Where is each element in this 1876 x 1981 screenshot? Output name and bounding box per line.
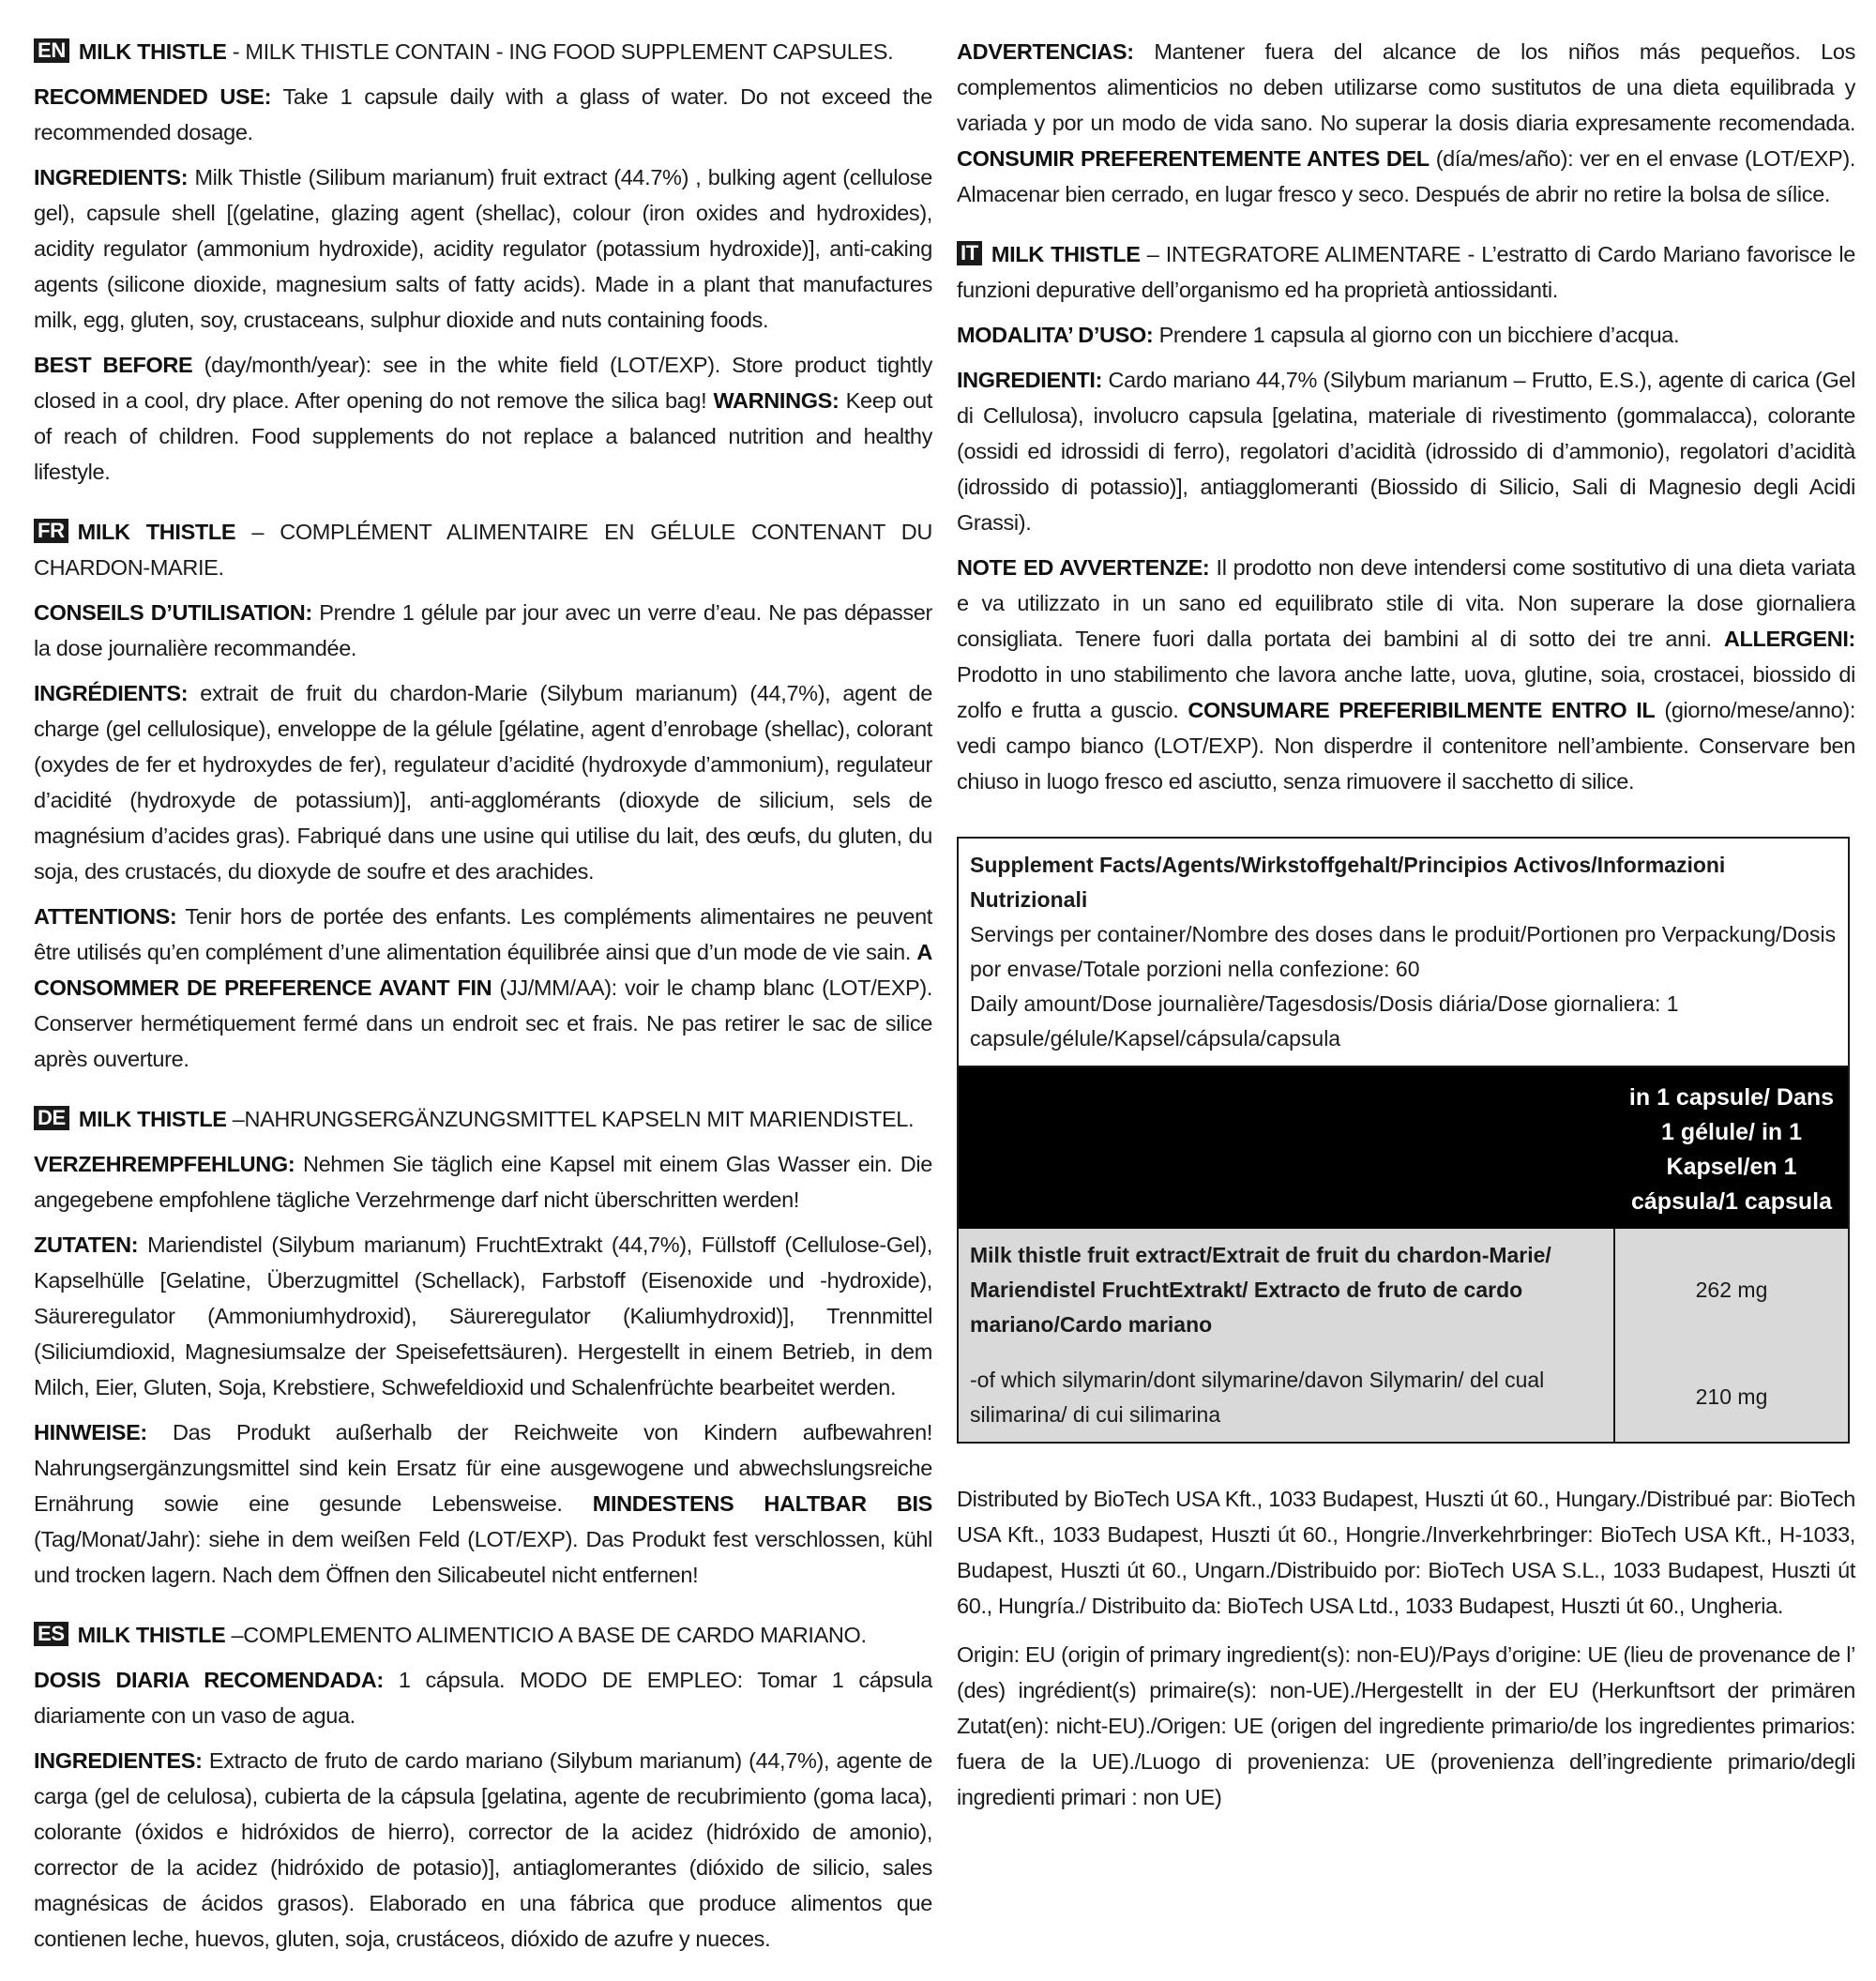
it-note-label: NOTE ED AVVERTENZE: bbox=[957, 555, 1210, 580]
en-title-line bbox=[34, 34, 932, 69]
es-best-label: CONSUMIR PREFERENTEMENTE ANTES DEL bbox=[957, 146, 1430, 171]
es-subtitle: –COMPLEMENTO ALIMENTICIO A BASE DE CARDO MARIANO. bbox=[225, 1623, 867, 1647]
de-use bbox=[34, 1146, 932, 1217]
fr-att-label: ATTENTIONS: bbox=[34, 904, 177, 929]
section-en bbox=[34, 34, 932, 490]
en-use-text: Take 1 capsule daily with a glass of water. Do not exceed the recommended dosage. bbox=[34, 84, 932, 144]
it-best-label: CONSUMARE PREFERIBILMENTE ENTRO IL bbox=[1188, 698, 1656, 722]
fr-use bbox=[34, 595, 932, 666]
left-column bbox=[34, 34, 932, 1981]
fr-use-label: CONSEILS D’UTILISATION: bbox=[34, 600, 312, 625]
fr-att-text: Tenir hors de portée des enfants. Les compléments alimentaires ne peuvent être utilisés qu’en complément d’une alimentation équilibrée ainsi que d’un mode de vie sain. bbox=[34, 904, 932, 964]
it-note-text: Il prodotto non deve intendersi come sostitutivo di una dieta variata e va utilizzato in un sano ed equilibrato stile di vita. Non superare la dose giornaliera consigliata. Tenere fuori dalla portata dei bambini al di sotto dei tre anni. bbox=[957, 555, 1855, 651]
de-hin-label: HINWEISE: bbox=[34, 1420, 147, 1444]
en-ingr-text: Milk Thistle (Silibum marianum) fruit extract (44.7%) , bulking agent (cellulose gel), capsule shell [(gelatine, glazing agent (shellac), colour (iron oxides and hydroxides), acidity regulator (ammonium hydroxide), acidity regulator (potassium hydroxide)], anti-caking agents (silicone dioxide, magnesium salts of fatty acids). Made in a plant that manufactures milk, egg, gluten, soy, crustaceans, sulphur dioxide and nuts containing foods. bbox=[34, 165, 932, 332]
section-de bbox=[34, 1101, 932, 1593]
facts-row-extract-name-cell bbox=[959, 1229, 1613, 1352]
it-use-label: MODALITA’ D’USO: bbox=[957, 323, 1154, 347]
facts-row-silymarin-name: -of which silymarin/dont silymarine/davon Silymarin/ del cual silimarina/ di cui silimarina bbox=[970, 1368, 1545, 1427]
de-ingr-text: Mariendistel (Silybum marianum) FruchtExtrakt (44,7%), Füllstoff (Cellulose-Gel), Kapselhülle [Gelatine, Überzugmittel (Schellack), Farbstoff (Eisenoxide und -hydroxide), Säureregulator (Ammoniumhydroxid), Säureregulator (Kaliumhydroxid)], Trennmittel (Siliciumdioxid, Magnesiumsalze der Speisefettsäuren). Hergestellt in einem Betrieb, in dem Milch, Eier, Gluten, Soja, Krebstiere, Schwefeldioxid und Schalenfrüchte bearbeitet werden. bbox=[34, 1232, 932, 1399]
de-best-text: (Tag/Monat/Jahr): siehe in dem weißen Feld (LOT/EXP). Das Produkt fest verschlossen, kühl und trocken lagern. Nach dem Öffnen den Silicabeutel nicht entfernen! bbox=[34, 1527, 932, 1587]
origin-text: Origin: EU (origin of primary ingredient(s): non-EU)/Pays d’origine: UE (lieu de provenance de l’ (des) ingrédient(s) primaire(s): non-UE)./Hergestellt in der EU (Herkunftsort der primären Zutat(en): nicht-EU)./Origen: UE (origen del ingrediente primario/de los ingredientes primarios: fuera de la UE)./Luogo di provenienza: UE (provenienza dell’ingrediente primario/degli ingredienti primari : non UE) bbox=[957, 1642, 1855, 1809]
lang-badge-fr: FR bbox=[34, 519, 68, 543]
it-subtitle: – INTEGRATORE ALIMENTARE - L’estratto di Cardo Mariano favorisce le funzioni depurative dell’organismo ed ha proprietà antiossidanti. bbox=[957, 242, 1855, 302]
en-best-label: BEST BEFORE bbox=[34, 353, 193, 377]
de-best-label: MINDESTENS HALTBAR BIS bbox=[592, 1491, 932, 1516]
es-use-text: 1 cápsula. MODO DE EMPLEO: Tomar 1 cápsula diariamente con un vaso de agua. bbox=[34, 1668, 932, 1728]
it-use bbox=[957, 317, 1855, 353]
de-ingredients bbox=[34, 1227, 932, 1405]
en-ingredients bbox=[34, 159, 932, 338]
section-it bbox=[957, 236, 1855, 799]
de-hinweise bbox=[34, 1414, 932, 1593]
it-ingr-label: INGREDIENTI: bbox=[957, 368, 1103, 392]
facts-servings: Servings per container/Nombre des doses dans le produit/Portionen pro Verpackung/Dosis por envase/Totale porzioni nella confezione: 60 bbox=[970, 922, 1837, 981]
section-es-cont bbox=[957, 34, 1855, 212]
de-subtitle: –NAHRUNGSERGÄNZUNGSMITTEL KAPSELN MIT MARIENDISTEL. bbox=[226, 1107, 915, 1131]
en-warn-text: Keep out of reach of children. Food supplements do not replace a balanced nutrition and healthy lifestyle. bbox=[34, 388, 932, 484]
it-title-line bbox=[957, 236, 1855, 308]
facts-row-extract-name: Milk thistle fruit extract/Extrait de fruit du chardon-Marie/ Mariendistel FruchtExtrakt/ Extracto de fruto de cardo mariano/Cardo mariano bbox=[970, 1243, 1551, 1337]
fr-ingr-text: extrait de fruit du chardon-Marie (Silybum marianum) (44,7%), agent de charge (gel cellulosique), enveloppe de la gélule [gélatine, agent d’enrobage (shellac), colorant (oxydes de fer et hydroxydes de fer), regulateur d’acidité (hydroxyde d’ammonium), regulateur d’acidité (hydroxyde de potassium)], anti-agglomérants (dioxyde de silicium, sels de magnésium d’acides gras). Fabriqué dans une usine qui utilise du lait, des œufs, du gluten, du soja, des crustacés, du dioxyde de soufre et des arachides. bbox=[34, 681, 932, 884]
fr-subtitle: – COMPLÉMENT ALIMENTAIRE EN GÉLULE CONTENANT DU CHARDON-MARIE. bbox=[34, 520, 932, 580]
it-ingredients bbox=[957, 362, 1855, 540]
en-warn-label: WARNINGS: bbox=[713, 388, 840, 413]
de-hin-text: Das Produkt außerhalb der Reichweite von Kindern aufbewahren! Nahrungsergänzungsmittel sind kein Ersatz für eine ausgewogene und abwechslungsreiche Ernährung sowie eine gesunde Lebensweise. bbox=[34, 1420, 932, 1516]
footer bbox=[957, 1481, 1855, 1815]
es-best-text: (día/mes/año): ver en el envase (LOT/EXP). Almacenar bien cerrado, en lugar fresco y seco. Después de abrir no retire la bolsa de sílice. bbox=[957, 146, 1855, 206]
en-storage bbox=[34, 347, 932, 490]
it-note bbox=[957, 550, 1855, 799]
supplement-facts-table bbox=[957, 837, 1850, 1444]
fr-ingr-label: INGRÉDIENTS: bbox=[34, 681, 189, 705]
facts-title: Supplement Facts/Agents/Wirkstoffgehalt/Principios Activos/Informazioni Nutrizionali bbox=[970, 853, 1726, 912]
de-use-label: VERZEHREMPFEHLUNG: bbox=[34, 1152, 295, 1176]
facts-row-extract-value: 262 mg bbox=[1613, 1229, 1848, 1352]
en-best-text: (day/month/year): see in the white field (LOT/EXP). Store product tightly closed in a cool, dry place. After opening do not remove the silica bag! bbox=[34, 353, 932, 413]
es-adv-text: Mantener fuera del alcance de los niños más pequeños. Los complementos alimenticios no deben utilizarse como sustitutos de una dieta equilibrada y variada y por un modo de vida sano. No superar la dosis diaria expresamente recomendada. bbox=[957, 39, 1855, 135]
fr-best-label: A CONSOMMER DE PREFERENCE AVANT FIN bbox=[34, 940, 932, 1000]
de-title-line bbox=[34, 1101, 932, 1137]
facts-daily: Daily amount/Dose journalière/Tagesdosis/Dosis diária/Dose giornaliera: 1 capsule/gélule/Kapsel/cápsula/capsula bbox=[970, 991, 1679, 1051]
facts-row-silymarin-value: 210 mg bbox=[1613, 1352, 1848, 1442]
fr-attentions bbox=[34, 899, 932, 1077]
facts-colhead-empty bbox=[959, 1067, 1615, 1229]
en-use bbox=[34, 79, 932, 150]
facts-header bbox=[959, 839, 1848, 1067]
right-column bbox=[957, 34, 1855, 1828]
it-all-label: ALLERGENI: bbox=[1723, 627, 1855, 651]
facts-colhead-amount: in 1 capsule/ Dans 1 gélule/ in 1 Kapsel/en 1 cápsula/1 capsula bbox=[1628, 1084, 1835, 1215]
en-ingr-label: INGREDIENTS: bbox=[34, 165, 189, 189]
it-use-text: Prendere 1 capsula al giorno con un bicchiere d’acqua. bbox=[1153, 323, 1680, 347]
es-ingredients bbox=[34, 1743, 932, 1957]
es-title-line bbox=[34, 1617, 932, 1653]
lang-badge-es: ES bbox=[34, 1622, 68, 1646]
facts-column-header bbox=[959, 1067, 1848, 1229]
de-product-name: MILK THISTLE bbox=[78, 1107, 227, 1131]
fr-ingredients bbox=[34, 675, 932, 889]
es-ingr-label: INGREDIENTES: bbox=[34, 1748, 203, 1773]
lang-badge-en: EN bbox=[34, 38, 69, 63]
lang-badge-de: DE bbox=[34, 1106, 69, 1130]
it-all-text: Prodotto in uno stabilimento che lavora anche latte, uova, glutine, soia, crostacei, biossido di zolfo e frutta a guscio. bbox=[957, 662, 1855, 722]
section-es bbox=[34, 1617, 932, 1957]
fr-product-name: MILK THISTLE bbox=[77, 520, 236, 544]
de-use-text: Nehmen Sie täglich eine Kapsel mit einem Glas Wasser ein. Die angegebene empfohlene tägliche Verzehrmenge darf nicht überschritten werden! bbox=[34, 1152, 932, 1212]
en-subtitle: - MILK THISTLE CONTAIN - ING FOOD SUPPLEMENT CAPSULES. bbox=[226, 39, 894, 64]
es-advertencias bbox=[957, 34, 1855, 212]
fr-use-text: Prendre 1 gélule par jour avec un verre d’eau. Ne pas dépasser la dose journalière recommandée. bbox=[34, 600, 932, 660]
facts-row-silymarin bbox=[959, 1352, 1848, 1442]
es-product-name: MILK THISTLE bbox=[77, 1623, 226, 1647]
es-adv-label: ADVERTENCIAS: bbox=[957, 39, 1134, 64]
en-use-label: RECOMMENDED USE: bbox=[34, 84, 272, 109]
facts-row-extract bbox=[959, 1229, 1848, 1352]
it-best-text: (giorno/mese/anno): vedi campo bianco (LOT/EXP). Non disperdre il contenitore nell’ambiente. Conservare ben chiuso in luogo fresco ed asciutto, senza rimuovere il sacchetto di silice. bbox=[957, 698, 1855, 794]
de-ingr-label: ZUTATEN: bbox=[34, 1232, 139, 1257]
es-use-label: DOSIS DIARIA RECOMENDADA: bbox=[34, 1668, 384, 1692]
fr-title-line bbox=[34, 514, 932, 585]
fr-best-text: (JJ/MM/AA): voir le champ blanc (LOT/EXP). Conserver hermétiquement fermé dans un endroit sec et frais. Ne pas retirer le sac de silice après ouverture. bbox=[34, 975, 933, 1071]
lang-badge-it: IT bbox=[957, 241, 982, 265]
en-product-name: MILK THISTLE bbox=[78, 39, 227, 64]
es-ingr-text: Extracto de fruto de cardo mariano (Silybum marianum) (44,7%), agente de carga (gel de celulosa), cubierta de la cápsula [gelatina, agente de recubrimiento (goma laca), colorante (óxidos e hidróxidos de hierro), corrector de la acidez (hidróxido de amonio), corrector de la acidez (hidróxido de potasio)], antiaglomerantes (dióxido de silicio, sales magnésicas de ácidos grasos). Elaborado en una fábrica que produce alimentos que contienen leche, huevos, gluten, soja, crustáceos, dióxido de azufre y nueces. bbox=[34, 1748, 932, 1951]
it-product-name: MILK THISTLE bbox=[991, 242, 1141, 266]
it-ingr-text: Cardo mariano 44,7% (Silybum marianum – Frutto, E.S.), agente di carica (Gel di Cellulosa), involucro capsula [gelatina, materiale di rivestimento (gommalacca), colorante (ossidi ed idrossidi di ferro), regolatori d’acidità (idrossido di d’ammonio), regolatori d’acidità (idrossido di potassio)], antiagglomeranti (Biossido di Silicio, Sali di Magnesio degli Acidi Grassi). bbox=[957, 368, 1855, 535]
section-fr bbox=[34, 514, 932, 1077]
es-use bbox=[34, 1662, 932, 1733]
distributor-text: Distributed by BioTech USA Kft., 1033 Budapest, Huszti út 60., Hungary./Distribué par: BioTech USA Kft., 1033 Budapest, Huszti út 60., Hongrie./Inverkehrbringer: BioTech USA Kft., H-1033, Budapest, Huszti út 60., Ungarn./Distribuido por: BioTech USA S.L., 1033 Budapest, Huszti út 60., Hungría./ Distribuito da: BioTech USA Ltd., 1033 Budapest, Huszti út 60., Ungheria. bbox=[957, 1487, 1855, 1618]
